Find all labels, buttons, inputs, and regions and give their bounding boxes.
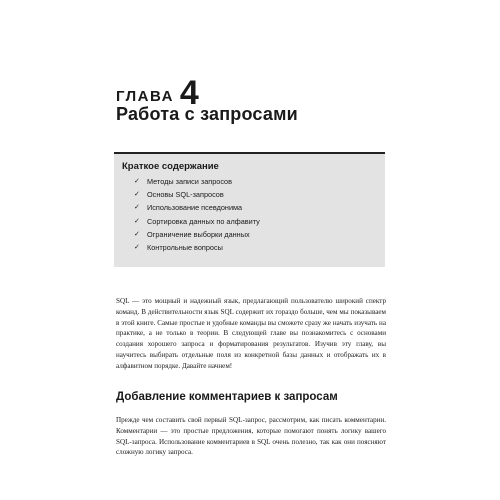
section-heading: Добавление комментариев к запросам xyxy=(116,391,338,403)
summary-item-label: Контрольные вопросы xyxy=(147,243,223,253)
checkmark-icon: ✓ xyxy=(134,178,140,185)
summary-item-label: Методы записи запросов xyxy=(147,177,232,186)
checkmark-icon: ✓ xyxy=(134,204,140,212)
summary-item xyxy=(134,188,385,201)
summary-item xyxy=(134,175,385,188)
checkmark-icon: ✓ xyxy=(134,244,140,252)
summary-item xyxy=(134,215,385,228)
summary-box xyxy=(114,152,385,267)
summary-list xyxy=(122,175,385,254)
summary-item-label: Ограничение выборки данных xyxy=(147,229,250,239)
checkmark-icon: ✓ xyxy=(134,230,140,238)
summary-item-label: Основы SQL-запросов xyxy=(147,190,224,200)
chapter-label: ГЛАВА xyxy=(116,88,174,105)
summary-item xyxy=(134,228,385,241)
section-paragraph: Прежде чем составить свой первый SQL-запрос, рассмотрим, как писать комментарии. Комментарии — это простые предложения, которые помогают понять логику вашего SQL-запроса. Использование комментариев в SQL очень полезно, так как они поясняют сложную логику запроса. xyxy=(116,416,386,457)
intro-paragraph: SQL — это мощный и надежный язык, предлагающий пользователю широкий спектр команд. В действительности язык SQL содержит их гораздо больше, чем мы показываем в этой книге. Самые простые и удобные команды вы сможете сразу же начать изучать на практике, а не только в теории. В следующей главе вы познакомитесь с основами создания хорошего запроса и форматирования результатов. Изучив эту главу, вы научитесь выбирать отдельные поля из конкретной базы данных и отображать их в алфавитном порядке. Давайте начнем! xyxy=(116,297,386,370)
summary-title: Краткое содержание xyxy=(122,161,219,172)
summary-item xyxy=(134,241,385,254)
checkmark-icon: ✓ xyxy=(134,217,140,225)
summary-item-label: Использование псевдонима xyxy=(147,203,243,213)
chapter-title: Работа с запросами xyxy=(116,104,298,124)
checkmark-icon: ✓ xyxy=(134,191,140,199)
chapter-number: 4 xyxy=(179,74,199,112)
summary-item xyxy=(134,201,385,214)
summary-item-label: Сортировка данных по алфавиту xyxy=(147,216,260,226)
